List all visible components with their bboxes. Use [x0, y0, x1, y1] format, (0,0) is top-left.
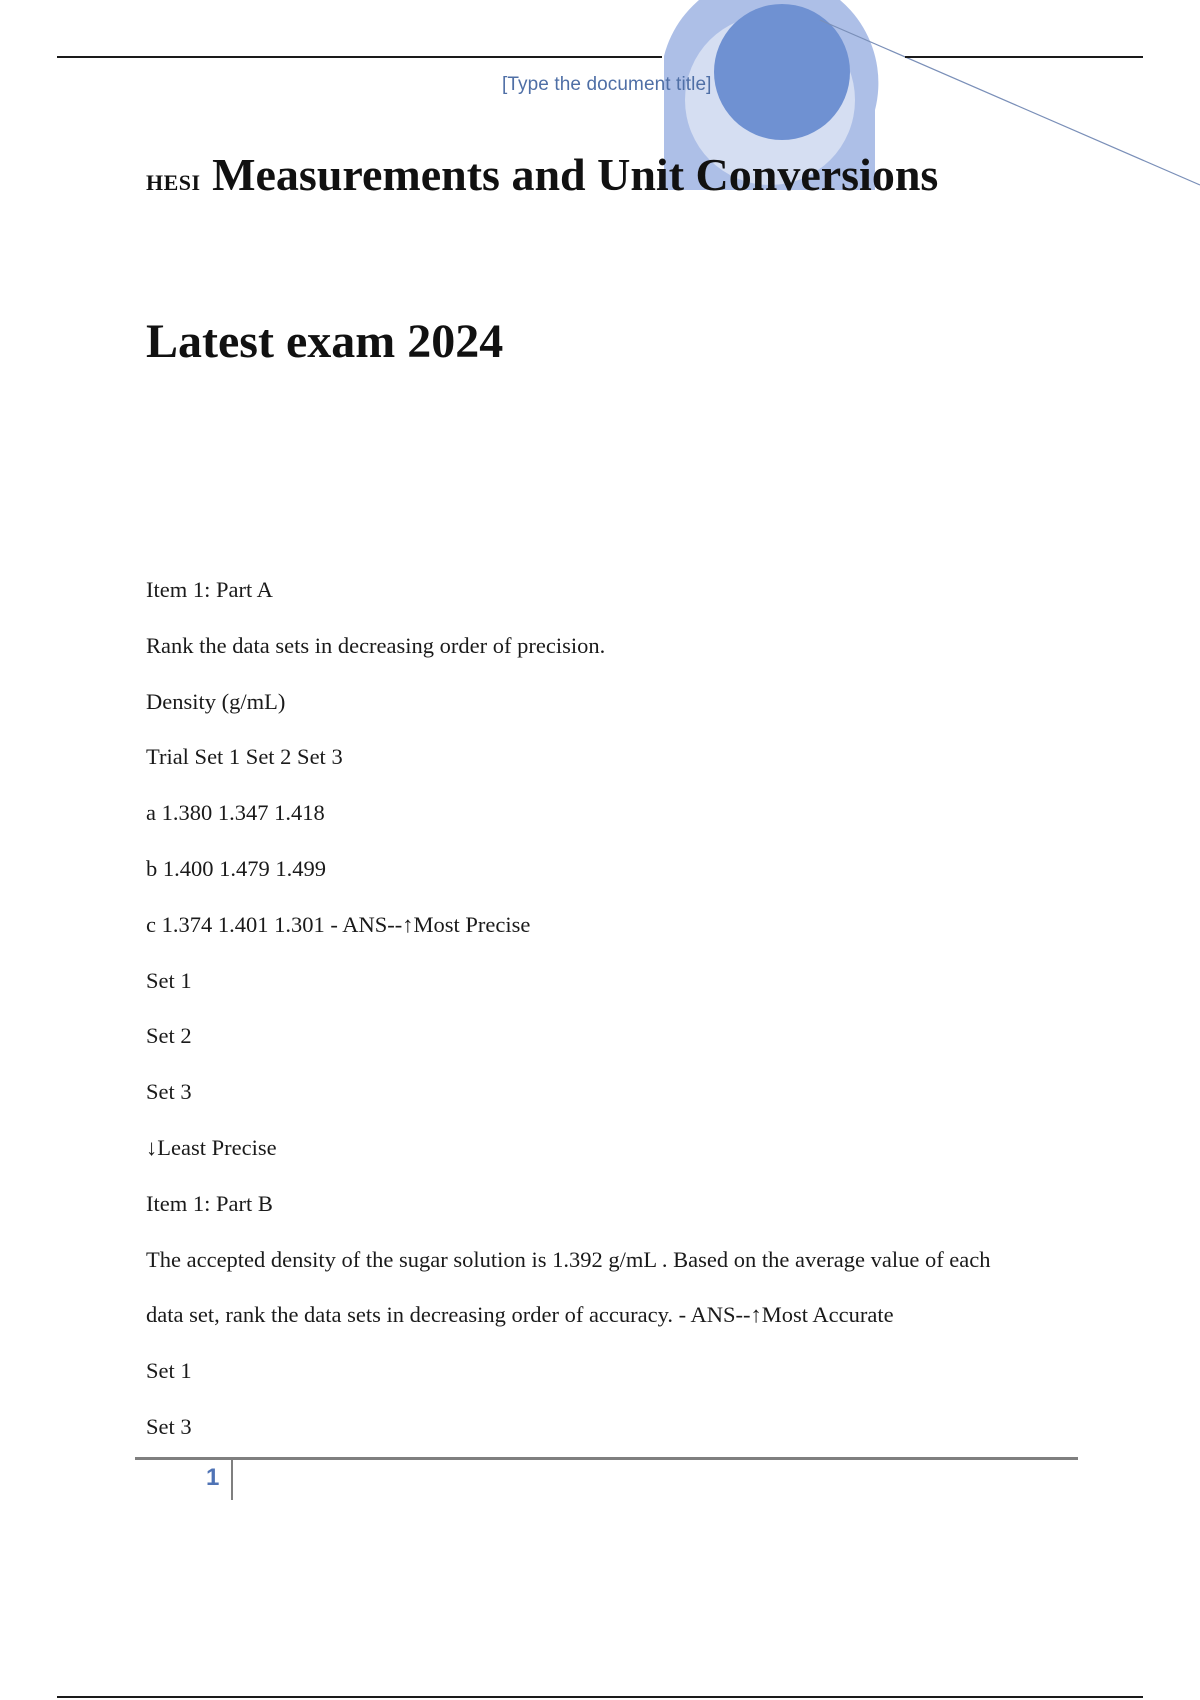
- page-title: [146, 148, 938, 201]
- header-rule-left: [57, 56, 662, 58]
- title-prefix: HESI: [146, 170, 201, 195]
- page-subtitle: Latest exam 2024: [146, 315, 504, 368]
- body-line: Item 1: Part A: [146, 577, 273, 602]
- page-number-separator: [231, 1460, 233, 1500]
- body-line: Item 1: Part B: [146, 1190, 273, 1216]
- body-line: Set 3: [146, 1413, 192, 1439]
- footer-rule: [135, 1457, 1078, 1460]
- body-line: Set 2: [146, 1023, 192, 1049]
- title-main: Measurements and Unit Conversions: [212, 149, 939, 200]
- body-line: b 1.400 1.479 1.499: [146, 855, 326, 881]
- document-body: [146, 562, 1096, 1455]
- body-line: ↓Least Precise: [146, 1134, 277, 1160]
- body-line: Set 1: [146, 1358, 192, 1384]
- body-line: Set 3: [146, 1079, 192, 1105]
- bottom-rule: [57, 1696, 1143, 1698]
- document-title-placeholder[interactable]: [Type the document title]: [502, 74, 712, 95]
- header-rule-right: [905, 56, 1143, 58]
- body-line: Density (g/mL): [146, 688, 286, 714]
- body-line: c 1.374 1.401 1.301 - ANS--↑Most Precise: [146, 911, 531, 937]
- body-line: Rank the data sets in decreasing order of precision.: [146, 632, 606, 658]
- body-line: Set 1: [146, 967, 192, 993]
- body-line: data set, rank the data sets in decreasing order of accuracy. - ANS--↑Most Accurate: [146, 1302, 894, 1328]
- page-number: 1: [206, 1464, 220, 1491]
- body-line: The accepted density of the sugar solution is 1.392 g/mL . Based on the average value of each: [146, 1246, 991, 1272]
- body-line: Trial Set 1 Set 2 Set 3: [146, 744, 343, 770]
- body-line: a 1.380 1.347 1.418: [146, 800, 325, 826]
